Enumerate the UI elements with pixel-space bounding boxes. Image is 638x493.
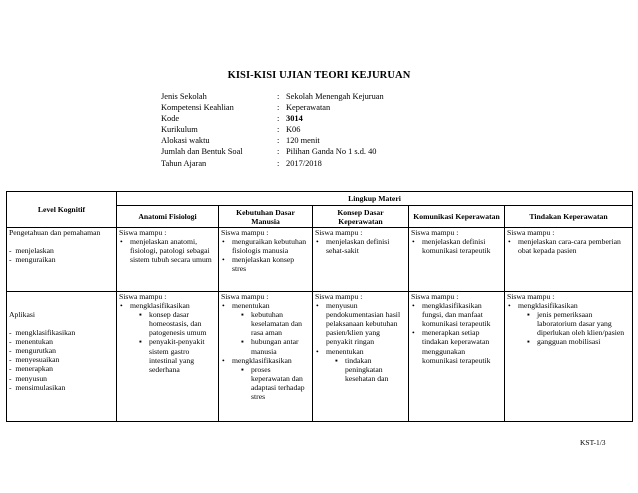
bullet-list [221, 237, 310, 273]
bullet-text: menjelaskan definisi sehat-sakit [326, 237, 390, 256]
level-verb: - mengklasifikasikan [9, 328, 76, 338]
bullet-text: menerapkan setiap tindakan keperawatan menggunakan komunikasi terapeutik [422, 328, 491, 365]
bullet-item [221, 356, 310, 401]
sub-bullet-item: ▪ jenis pemeriksaan laboratorium dasar yang diperlukan oleh klien/pasien [526, 310, 630, 337]
sub-bullet-item: ▪ konsep dasar homeostasis, dan patogenesis umum [138, 310, 216, 337]
info-label: Jenis Sekolah [161, 92, 207, 101]
info-separator: : [277, 136, 280, 146]
info-table [161, 91, 384, 169]
bullet-text: menjelaskan cara-cara pemberian obat kepada pasien [518, 237, 621, 256]
column-header: Kebutuhan Dasar Manusia [219, 206, 313, 228]
bullet-item [315, 237, 406, 255]
materi-cell [313, 292, 409, 422]
info-value: 3014 [286, 114, 303, 124]
info-separator: : [277, 92, 280, 101]
bullet-list [119, 237, 216, 264]
materi-cell [409, 292, 505, 422]
level-verb-text: menjelaskan [15, 246, 54, 256]
column-header: Anatomi Fisiologi [117, 206, 219, 228]
column-header: Konsep Dasar Keperawatan [313, 206, 409, 228]
sub-bullet-item: ▪ gangguan mobilisasi [526, 337, 630, 346]
info-row [161, 158, 384, 169]
info-separator: : [277, 125, 280, 135]
bullet-text: menjelaskan konsep stres [232, 255, 295, 274]
cell-intro: Siswa mampu : [507, 292, 555, 301]
level-kognitif-header: Level Kognitif [7, 192, 117, 228]
info-row [161, 113, 384, 124]
info-label: Kode [161, 114, 180, 124]
level-verb-text: menyesuaikan [15, 355, 60, 365]
materi-cell [409, 228, 505, 292]
info-row [161, 124, 384, 135]
bullet-item [221, 255, 310, 273]
level-verb: - menentukan [9, 337, 53, 347]
level-verb-text: menyusun [15, 373, 48, 383]
bullet-text: menyusun pendokumentasian hasil pelaksanaan kebutuhan pasien/klien yang penyakit ringan [326, 301, 401, 347]
info-separator: : [277, 114, 280, 124]
level-verb: - menguraikan [9, 255, 56, 265]
sub-bullet-list [518, 310, 630, 346]
level-verb: - menjelaskan [9, 246, 54, 256]
bullet-item [315, 347, 406, 383]
sub-bullet-list [326, 356, 406, 383]
bullet-item [221, 301, 310, 356]
materi-cell [505, 292, 633, 422]
bullet-item [507, 237, 630, 255]
level-verb-text: mensimulasikan [15, 382, 66, 392]
level-verb-text: menguraikan [15, 255, 56, 265]
bullet-list [507, 237, 630, 255]
materi-cell [219, 228, 313, 292]
bullet-text: mengklasifikasikan [232, 355, 292, 365]
bullet-item [119, 301, 216, 374]
info-value: 120 menit [286, 136, 320, 146]
bullet-item [411, 301, 502, 328]
level-verb: - menerapkan [9, 364, 53, 374]
table-row [7, 292, 633, 422]
info-label: Tahun Ajaran [161, 158, 207, 168]
bullet-item [221, 237, 310, 255]
bullet-item [119, 237, 216, 264]
document-title: KISI-KISI UJIAN TEORI KEJURUAN [227, 70, 411, 81]
info-label: Jumlah dan Bentuk Soal [161, 147, 243, 157]
cell-intro: Siswa mampu : [507, 228, 555, 237]
cell-intro: Siswa mampu : [411, 228, 459, 237]
level-cell [7, 228, 117, 292]
bullet-text: mengklasifikasikan [130, 301, 190, 311]
materi-cell [219, 292, 313, 422]
cell-intro: Siswa mampu : [315, 292, 363, 301]
sub-bullet-item: ▪ proses keperawatan dan adaptasi terhadap stres [240, 365, 310, 401]
level-verb-text: mengurutkan [15, 346, 56, 356]
bullet-text: mengklasifikasikan [518, 301, 578, 311]
cell-intro: Siswa mampu : [411, 292, 459, 301]
info-separator: : [277, 158, 280, 168]
column-header: Komunikasi Keperawatan [409, 206, 505, 228]
cell-intro: Siswa mampu : [315, 228, 363, 237]
level-title: Aplikasi [9, 310, 36, 319]
info-row [161, 146, 384, 157]
page-footer: KST-1/3 [580, 438, 606, 447]
level-verb: - menyesuaikan [9, 355, 60, 365]
table-row [7, 228, 633, 292]
info-value: Pilihan Ganda No 1 s.d. 40 [286, 147, 377, 157]
bullet-text: menentukan [326, 346, 364, 356]
info-separator: : [277, 103, 280, 113]
bullet-item [507, 301, 630, 346]
info-label: Kurikulum [161, 125, 198, 135]
info-value: 2017/2018 [286, 158, 322, 168]
bullet-list [221, 301, 310, 401]
materi-cell [117, 228, 219, 292]
bullet-list [411, 237, 502, 255]
materi-cell [313, 228, 409, 292]
level-verb: - mengurutkan [9, 346, 56, 356]
sub-bullet-item: ▪ tindakan peningkatan kesehatan dan [334, 356, 406, 383]
sub-bullet-item: ▪ hubungan antar manusia [240, 337, 310, 355]
info-value: Sekolah Menengah Kejuruan [286, 92, 384, 101]
level-verb: - menyusun [9, 373, 48, 383]
cell-intro: Siswa mampu : [119, 292, 167, 301]
info-value: Keperawatan [286, 103, 331, 113]
cell-intro: Siswa mampu : [221, 292, 269, 301]
bullet-item [411, 237, 502, 255]
bullet-text: menjelaskan definisi komunikasi terapeutik [422, 237, 491, 256]
info-separator: : [277, 147, 280, 157]
column-header: Tindakan Keperawatan [505, 206, 633, 228]
info-label: Alokasi waktu [161, 136, 210, 146]
bullet-list [119, 301, 216, 374]
bullet-text: mengklasifikasikan fungsi, dan manfaat komunikasi terapeutik [422, 301, 491, 329]
info-row [161, 102, 384, 113]
info-row [161, 91, 384, 102]
kisi-kisi-table [6, 191, 633, 422]
bullet-list [315, 237, 406, 255]
materi-cell [117, 292, 219, 422]
bullet-list [507, 301, 630, 346]
info-value: K06 [286, 125, 301, 135]
cell-intro: Siswa mampu : [119, 228, 167, 237]
info-row [161, 135, 384, 146]
sub-bullet-list [130, 310, 216, 374]
bullet-list [411, 301, 502, 365]
cell-intro: Siswa mampu : [221, 228, 269, 237]
bullet-list [315, 301, 406, 383]
level-verb: - mensimulasikan [9, 382, 66, 392]
bullet-text: menguraikan kebutuhan fisiologis manusia [232, 237, 307, 256]
bullet-item [315, 301, 406, 346]
level-title: Pengetahuan dan pemahaman [9, 228, 101, 237]
sub-bullet-item: ▪ penyakit-penyakit sistem gastro intestinal yang sederhana [138, 337, 216, 373]
sub-bullet-list [232, 310, 310, 355]
sub-bullet-item: ▪ kebutuhan keselamatan dan rasa aman [240, 310, 310, 337]
lingkup-materi-header: Lingkup Materi [117, 192, 633, 206]
info-label: Kompetensi Keahlian [161, 103, 234, 113]
level-verb-text: menentukan [15, 337, 53, 347]
bullet-text: menentukan [232, 301, 270, 311]
bullet-item [411, 328, 502, 364]
level-verb-text: mengklasifikasikan [15, 328, 76, 338]
level-cell [7, 292, 117, 422]
bullet-text: menjelaskan anatomi, fisiologi, patologi sebagai sistem tubuh secara umum [130, 237, 212, 265]
materi-cell [505, 228, 633, 292]
level-verb-text: menerapkan [15, 364, 53, 374]
sub-bullet-list [232, 365, 310, 401]
